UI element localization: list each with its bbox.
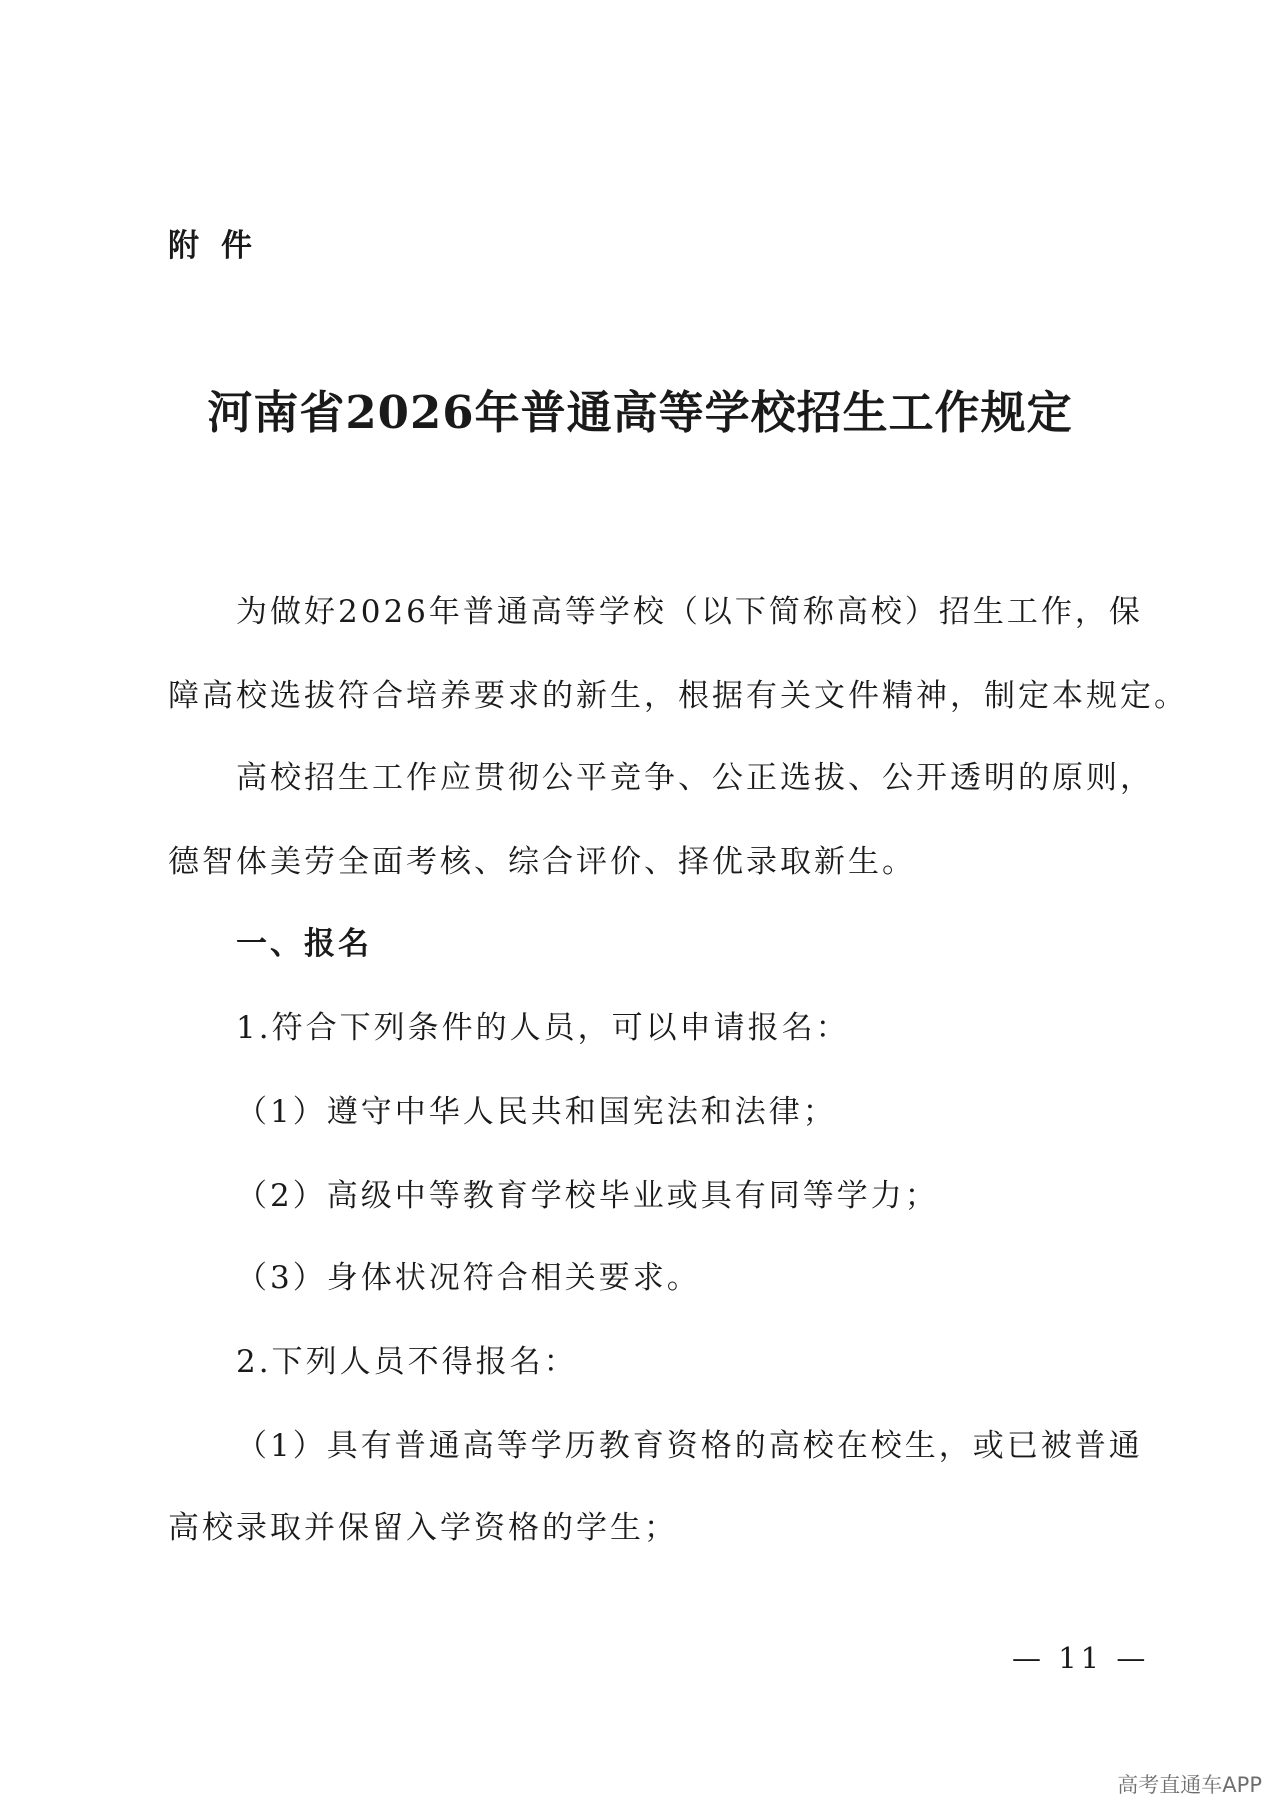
intro-paragraph-2-line-1: 高校招生工作应贯彻公平竞争、公正选拔、公开透明的原则， xyxy=(236,760,1154,796)
item-2-sub-1-line-2: 高校录取并保留入学资格的学生； xyxy=(168,1510,678,1546)
item-1-sub-2: （2）高级中等教育学校毕业或具有同等学力； xyxy=(236,1178,939,1214)
item-1-sub-3: （3）身体状况符合相关要求。 xyxy=(236,1260,701,1296)
attachment-label: 附件 xyxy=(168,228,274,264)
page-number: — 11 — xyxy=(1012,1641,1150,1675)
intro-paragraph-2-line-2: 德智体美劳全面考核、综合评价、择优录取新生。 xyxy=(168,844,916,880)
section-heading-registration: 一、报名 xyxy=(236,926,372,962)
intro-paragraph-1-line-2: 障高校选拔符合培养要求的新生，根据有关文件精神，制定本规定。 xyxy=(168,678,1188,714)
item-2-sub-1-line-1: （1）具有普通高等学历教育资格的高校在校生，或已被普通 xyxy=(236,1428,1143,1464)
document-title: 河南省2026年普通高等学校招生工作规定 xyxy=(207,386,1073,439)
intro-paragraph-1-line-1: 为做好2026年普通高等学校（以下简称高校）招生工作，保 xyxy=(236,594,1143,630)
watermark-text: 高考直通车APP xyxy=(1117,1773,1262,1797)
item-2: 2.下列人员不得报名： xyxy=(236,1344,578,1380)
item-1: 1.符合下列条件的人员，可以申请报名： xyxy=(236,1010,850,1046)
item-1-sub-1: （1）遵守中华人民共和国宪法和法律； xyxy=(236,1094,837,1130)
